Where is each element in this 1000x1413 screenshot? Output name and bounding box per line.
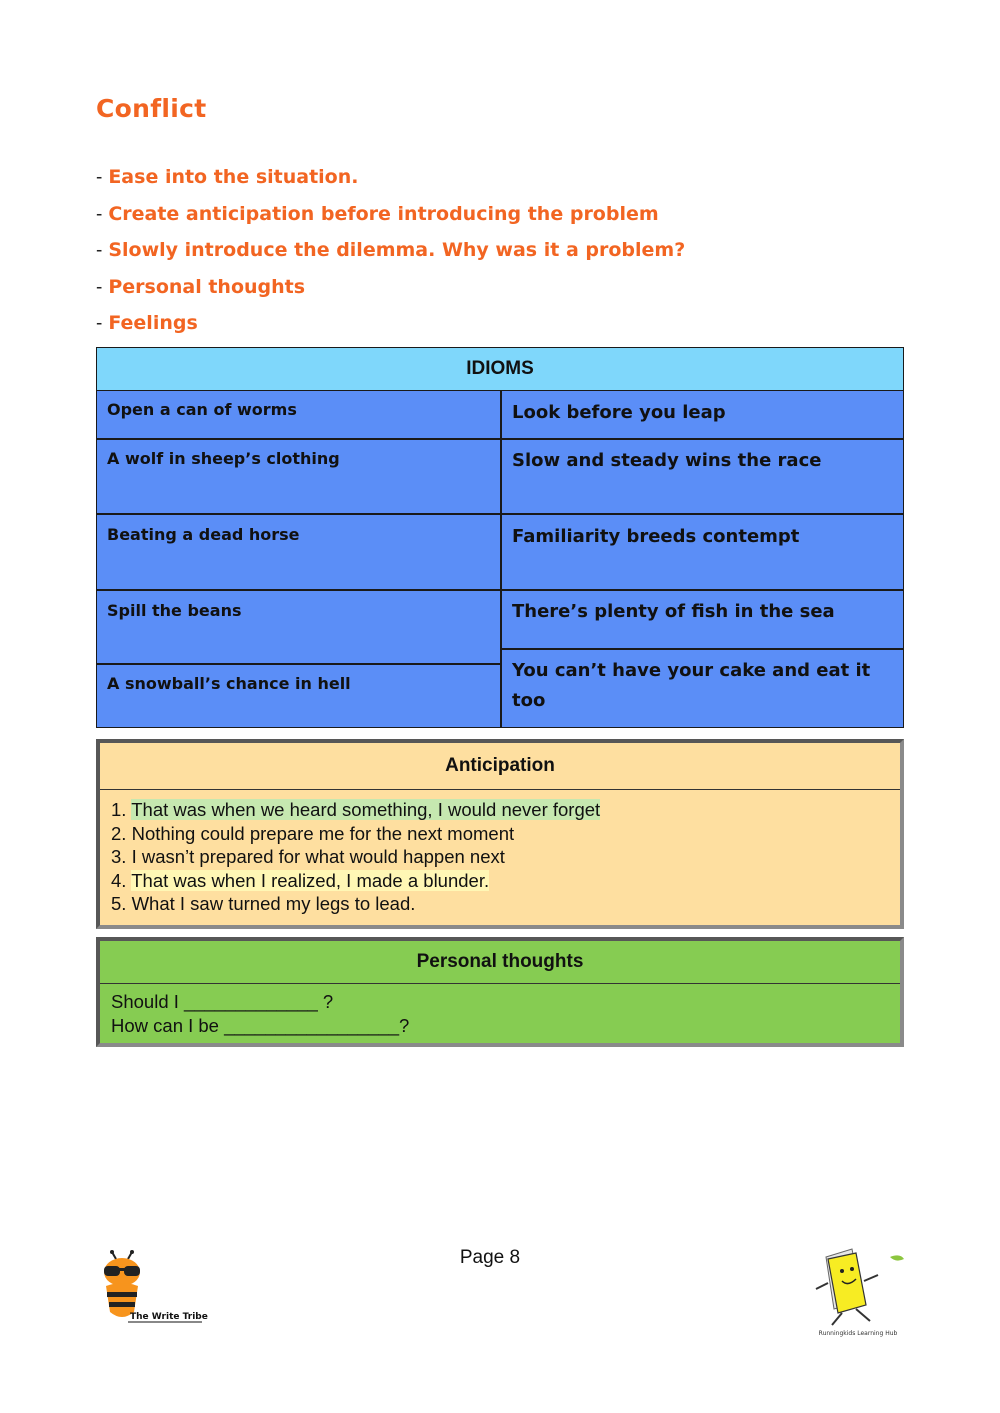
anticipation-box [96,739,904,929]
idioms-table-header: IDIOMS [97,348,903,391]
list-item: - Feelings [96,312,198,335]
list-item: - Ease into the situation. [96,166,359,188]
row-divider [501,513,903,515]
list-item: 4. That was when I realized, I made a blunder. [111,869,490,891]
conflict-tips-list [96,162,685,345]
idiom-cell: A wolf in sheep’s clothing [107,449,340,468]
list-item: - Slowly introduce the dilemma. Why was it a problem? [96,239,686,262]
row-divider [97,589,500,591]
row-divider [501,438,903,440]
row-divider [97,663,500,665]
personal-thoughts-header: Personal thoughts [100,941,900,984]
fill-in-line: How can I be _________________? [111,1015,410,1036]
write-tribe-bee-logo [98,1250,208,1330]
idiom-cell: Beating a dead horse [107,525,300,544]
idiom-cell: There’s plenty of fish in the sea [512,601,835,622]
list-item: 2. Nothing could prepare me for the next moment [111,822,515,844]
list-item: 5. What I saw turned my legs to lead. [111,893,416,914]
row-divider [501,589,903,591]
row-divider [97,513,500,515]
list-item: - Create anticipation before introducing the problem [96,202,659,225]
idiom-cell: Spill the beans [107,601,242,620]
anticipation-header: Anticipation [100,743,900,790]
runningkids-book-logo [808,1243,908,1343]
list-item: 1. That was when we heard something, I would never forget [111,799,601,820]
idioms-table [96,347,904,728]
anticipation-list [100,790,900,916]
idiom-cell: A snowball’s chance in hell [107,674,351,693]
left-logo-text: The Write Tribe [130,1312,208,1322]
fill-in-line: Should I _____________ ? [111,991,334,1012]
right-logo-text: Runningkids Learning Hub [818,1330,898,1337]
idiom-cell: Slow and steady wins the race [512,450,822,471]
list-item: - Personal thoughts [96,275,306,298]
page-number: Page 8 [459,1247,521,1268]
row-divider [501,648,903,650]
idiom-cell: Look before you leap [512,402,726,423]
page-title: Conflict [96,94,207,123]
list-item: 3. I wasn’t prepared for what would happen next [111,846,505,867]
personal-thoughts-box [96,937,904,1047]
idiom-cell: Familiarity breeds contempt [512,526,800,547]
row-divider [97,438,500,440]
idiom-cell: You can’t have your cake and eat it too [512,660,871,711]
idiom-cell: Open a can of worms [107,400,297,419]
